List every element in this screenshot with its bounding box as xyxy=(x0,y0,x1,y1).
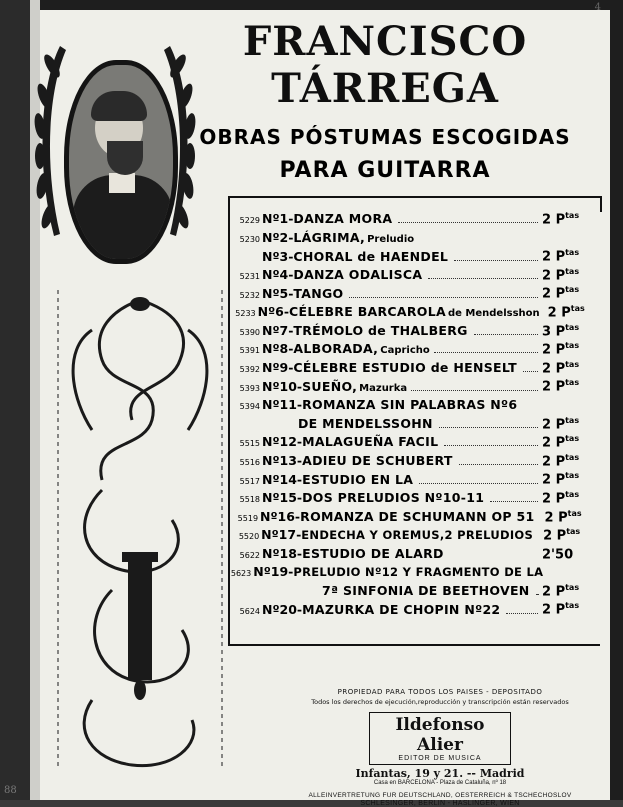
ornamental-ribbon-icon xyxy=(52,290,228,780)
list-item: 5622 Nº18- ESTUDIO DE ALARD 2'50 xyxy=(239,546,574,563)
publisher-footer xyxy=(298,688,582,807)
list-item: 5520 Nº17- ENDECHA Y OREMUS,2 PRELUDIOS 2 $P^{tas}$ xyxy=(238,527,581,544)
list-item: 5623 Nº19- PRELUDIO Nº12 Y FRAGMENTO DE LA xyxy=(230,564,544,580)
portrait-frame xyxy=(30,26,200,296)
publisher-address: Infantas, 19 y 21. -- Madrid xyxy=(355,767,525,780)
subtitle-instrument: PARA GUITARRA xyxy=(279,158,491,183)
list-item: 5392 Nº9- CÉLEBRE ESTUDIO de HENSELT 2 $P^{tas}$ xyxy=(239,359,580,377)
list-item: DE MENDELSSOHN 2 $P^{tas}$ xyxy=(298,415,580,432)
list-item: 5517 Nº14- ESTUDIO EN LA 2 $P^{tas}$ xyxy=(239,471,580,488)
list-item: 5516 Nº13- ADIEU DE SCHUBERT 2 $P^{tas}$ xyxy=(239,452,580,470)
list-item: 5232 Nº5- TANGO 2 $P^{tas}$ xyxy=(239,285,580,302)
distributors: SCHLESINGER, BERLIN - HASLINGER, WIEN xyxy=(360,800,520,807)
subtitle: OBRAS PÓSTUMAS ESCOGIDAS xyxy=(199,125,571,149)
publisher-branch: Casa en BARCELONA - Plaza de Cataluña, nº 18 xyxy=(373,780,507,786)
list-item: Nº3- CHORAL de HAENDEL 2 $P^{tas}$ xyxy=(262,248,580,265)
list-item: 5390 Nº7- TRÉMOLO de THALBERG 3 $P^{tas}$ xyxy=(239,322,580,339)
list-item: 5394 Nº11- ROMANZA SIN PALABRAS Nº6 xyxy=(239,396,518,412)
list-item: 5519 Nº16- ROMANZA DE SCHUMANN OP 51 2 $P^{tas}$ xyxy=(237,508,582,525)
publisher-role: EDITOR DE MUSICA xyxy=(398,755,482,762)
composer-name: FRANCISCO TÁRREGA xyxy=(242,18,528,112)
list-item: 5518 Nº15- DOS PRELUDIOS Nº10-11 2 $P^{tas}$ xyxy=(239,489,580,507)
list-item: 5231 Nº4- DANZA ODALISCA 2 $P^{tas}$ xyxy=(239,266,580,284)
page-number: 4 xyxy=(594,2,601,13)
reserved-notice: Todos los derechos de ejecución,reproducción y transcripción están reservados xyxy=(311,698,569,706)
works-list xyxy=(226,211,586,620)
list-item: 7ª SINFONIA DE BEETHOVEN 2 $P^{tas}$ xyxy=(322,582,580,600)
list-item: 5393 Nº10- SUEÑO, Mazurka 2 $P^{tas}$ xyxy=(239,378,580,395)
list-item: 5233 Nº6- CÉLEBRE BARCAROLA de Mendelsshon 2 $P^{tas}$ xyxy=(235,303,585,321)
list-item: 5391 Nº8- ALBORADA, Capricho 2 $P^{tas}$ xyxy=(239,341,580,358)
list-item: 5230 Nº2- LÁGRIMA, Preludio xyxy=(239,229,415,245)
distribution-notice: ALLEINVERTRETUNG FUR DEUTSCHLAND, OESTERREICH & TSCHECHOSLOV xyxy=(308,792,572,799)
publisher-box xyxy=(369,712,511,765)
rights-notice: PROPIEDAD PARA TODOS LOS PAISES - DEPOSITADO xyxy=(337,688,543,696)
composer-portrait xyxy=(64,60,178,264)
list-item: 5229 Nº1- DANZA MORA 2 $P^{tas}$ xyxy=(239,211,580,228)
list-item: 5515 Nº12- MALAGUEÑA FACIL 2 $P^{tas}$ xyxy=(239,434,580,451)
catalog-box-bottom xyxy=(228,644,600,646)
catalog-box-top xyxy=(228,196,602,212)
list-item: 5624 Nº20- MAZURKA DE CHOPIN Nº22 2 $P^{tas}$ xyxy=(239,601,580,618)
publisher-name: Ildefonso Alier xyxy=(395,715,485,755)
corner-note: 88 xyxy=(4,785,17,796)
